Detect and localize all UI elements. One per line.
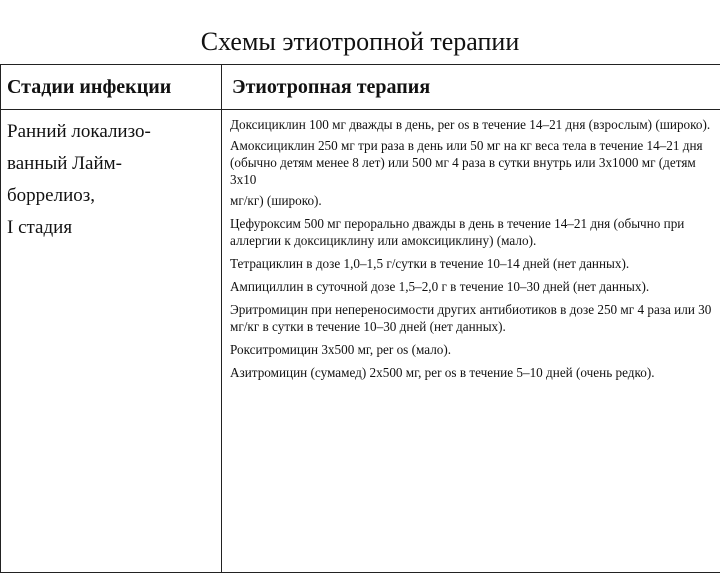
regimens-cell bbox=[222, 110, 720, 573]
page-title: Схемы этиотропной терапии bbox=[0, 26, 720, 58]
regimen-doxycycline: Доксициклин 100 мг дважды в день, per os в течение 14–21 дня (взрослым) (широко). bbox=[230, 116, 712, 133]
stage-cell bbox=[1, 110, 222, 573]
regimen-roxithromycin: Рокситромицин 3х500 мг, per os (мало). bbox=[230, 341, 712, 358]
table-header-row bbox=[1, 65, 720, 110]
regimen-tetracycline: Тетрациклин в дозе 1,0–1,5 г/сутки в течение 10–14 дней (нет данных). bbox=[230, 255, 712, 272]
header-infection-stages: Стадии инфекции bbox=[1, 65, 222, 110]
stage-line: боррелиоз, bbox=[7, 180, 215, 212]
regimen-erythromycin: Эритромицин при непереносимости других антибиотиков в дозе 250 мг 4 раза или 30 мг/кг в сутки в течение 10–30 дней (нет данных). bbox=[230, 301, 712, 335]
regimen-azithromycin: Азитромицин (сумамед) 2х500 мг, per os в течение 5–10 дней (очень редко). bbox=[230, 364, 712, 381]
regimen-cefuroxime: Цефуроксим 500 мг перорально дважды в день в течение 14–21 дня (обычно при аллергии к доксициклину или амоксициклину) (мало). bbox=[230, 215, 712, 249]
stage-line: ванный Лайм- bbox=[7, 148, 215, 180]
header-etiotropic-therapy: Этиотропная терапия bbox=[222, 65, 720, 110]
stage-line: Ранний локализо- bbox=[7, 116, 215, 148]
regimen-amoxicillin: Амоксициклин 250 мг три раза в день или 50 мг на кг веса тела в течение 14–21 дня (обычно детям менее 8 лет) или 500 мг 4 раза в сутки внутрь или 3х1000 мг (детям 3х10 bbox=[230, 137, 712, 188]
therapy-table bbox=[0, 64, 720, 573]
table-row bbox=[1, 110, 720, 573]
regimen-amoxicillin-continued: мг/кг) (широко). bbox=[230, 192, 712, 209]
stage-line: I стадия bbox=[7, 212, 215, 244]
regimen-ampicillin: Ампициллин в суточной дозе 1,5–2,0 г в течение 10–30 дней (нет данных). bbox=[230, 278, 712, 295]
